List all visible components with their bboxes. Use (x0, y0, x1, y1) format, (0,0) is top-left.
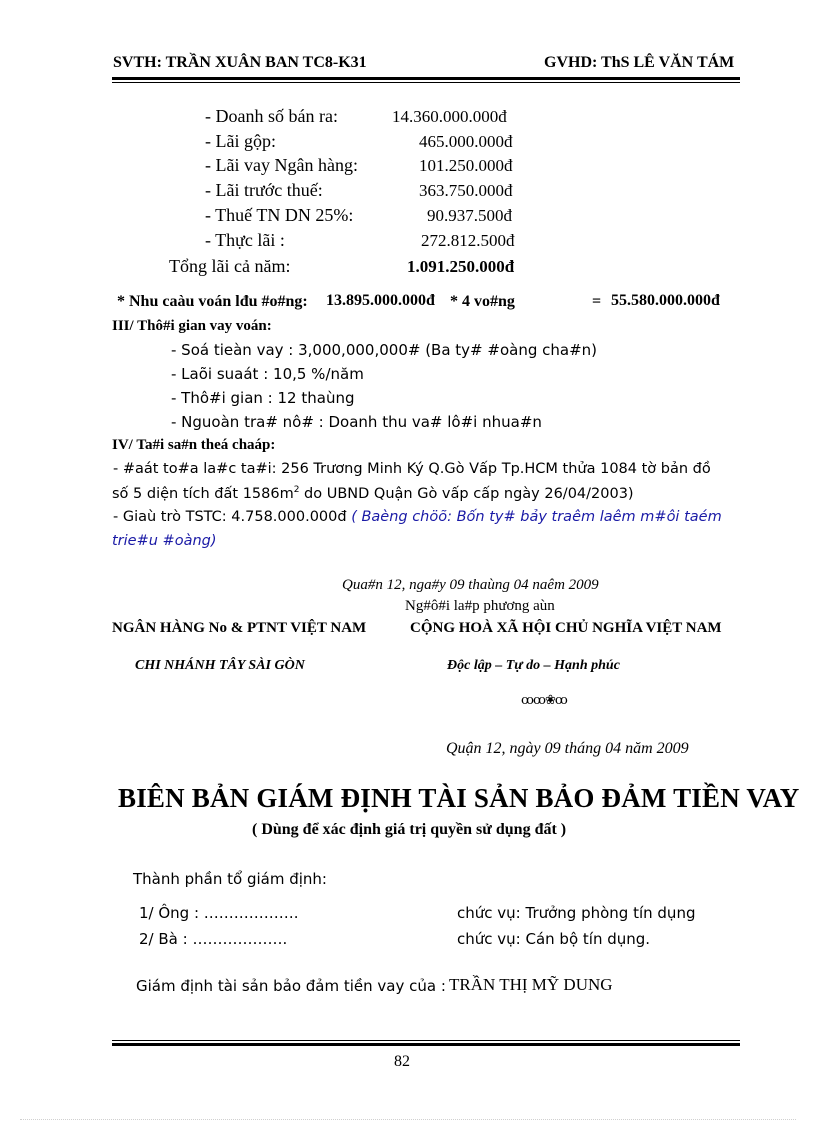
header-author: SVTH: TRẦN XUÂN BAN TC8-K31 (113, 54, 367, 71)
loan-term: - Thô#i gian : 12 thaùng (171, 389, 355, 407)
fin-value-net-profit: 272.812.500đ (421, 231, 515, 250)
republic-name: CỘNG HOÀ XÃ HỘI CHỦ NGHĨA VIỆT NAM (410, 620, 722, 636)
header-rule-thick (112, 77, 740, 80)
fin-value-gross-profit: 465.000.000đ (419, 132, 513, 151)
fin-label-pretax: - Lãi trước thuế: (205, 180, 323, 200)
footer-rule-thick (112, 1043, 740, 1046)
fin-label-revenue: - Doanh số bán ra: (205, 106, 338, 126)
bank-branch: CHI NHÁNH TÂY SÀI GÒN (135, 658, 305, 673)
fin-value-pretax: 363.750.000đ (419, 181, 513, 200)
fin-label-bank-interest: - Lãi vay Ngân hàng: (205, 155, 358, 175)
fin-value-tax: 90.937.500đ (427, 206, 512, 225)
section3-heading: III/ Thô#i gian vay voán: (112, 318, 272, 334)
republic-motto: Độc lập – Tự do – Hạnh phúc (447, 658, 620, 673)
document-subtitle: ( Dùng để xác định giá trị quyền sử dụng đất ) (252, 821, 567, 838)
member-2-name: 2/ Bà : ………………. (139, 930, 288, 948)
total-label: Tổng lãi cả năm: (169, 256, 291, 276)
borrower-name: TRẦN THỊ MỸ DUNG (449, 975, 613, 994)
capital-need-amount: 13.895.000.000đ (326, 292, 435, 309)
header-supervisor: GVHD: ThS LÊ VĂN TÁM (544, 54, 735, 71)
collateral-value-words-cont: trie#u #oàng) (112, 533, 217, 549)
plan-author: Ng#ô#i la#p phương aùn (405, 598, 555, 614)
place-date-minutes: Quận 12, ngày 09 tháng 04 năm 2009 (446, 740, 689, 757)
place-date-plan: Qua#n 12, nga#y 09 thaùng 04 naêm 2009 (342, 577, 599, 593)
ornament-flourish: ꝏꝏ❀ꝏ (521, 692, 567, 707)
repayment-source: - Nguoàn tra# nô# : Doanh thu va# lô#i nhua#n (171, 413, 542, 431)
document-title: BIÊN BẢN GIÁM ĐỊNH TÀI SẢN BẢO ĐẢM TIỀN VAY (118, 783, 800, 813)
header-rule-thin (112, 82, 740, 83)
capital-need-label: * Nhu caàu voán lđu #o#ng: (117, 293, 308, 310)
section4-heading: IV/ Ta#i sa#n theá chaáp: (112, 437, 276, 453)
page-number: 82 (394, 1053, 410, 1070)
collateral-value: - Giaù trò TSTC: 4.758.000.000đ ( Baèng chöõ: Bốn ty# bảy traêm laêm m#ôi taém (113, 509, 722, 525)
capital-need-equals: = (592, 293, 602, 310)
capital-need-result: 55.580.000.000đ (611, 292, 720, 309)
fin-label-gross-profit: - Lãi gộp: (205, 131, 276, 151)
fin-value-revenue: 14.360.000.000đ (392, 107, 507, 126)
collateral-location: - #aát to#a la#c ta#i: 256 Trương Minh Ký Q.Gò Vấp Tp.HCM thửa 1084 tờ bản đồ (113, 461, 711, 477)
fin-label-net-profit: - Thực lãi : (205, 230, 285, 250)
member-1-name: 1/ Ông : ………………. (139, 904, 299, 922)
fin-value-bank-interest: 101.250.000đ (419, 156, 513, 175)
committee-heading: Thành phần tổ giám định: (133, 870, 327, 888)
loan-amount: - Soá tieàn vay : 3,000,000,000# (Ba ty# #oàng cha#n) (171, 341, 597, 359)
member-1-role: chức vụ: Trưởng phòng tín dụng (457, 904, 696, 922)
collateral-area: số 5 diện tích đất $1586m^2$ do UBND Quận Gò vấp cấp ngày 26/04/2003) (112, 485, 634, 502)
page-edge-divider (20, 1119, 796, 1120)
total-value: 1.091.250.000đ (407, 257, 515, 276)
interest-rate: - Laõi suaát : 10,5 %/năm (171, 365, 364, 383)
bank-name: NGÂN HÀNG No & PTNT VIỆT NAM (112, 620, 367, 636)
capital-need-multiplier: * 4 vo#ng (450, 293, 515, 310)
member-2-role: chức vụ: Cán bộ tín dụng. (457, 930, 651, 948)
fin-label-tax: - Thuế TN DN 25%: (205, 205, 354, 225)
appraisal-label: Giám định tài sản bảo đảm tiền vay của : (136, 977, 446, 995)
footer-rule-thin (112, 1040, 740, 1041)
